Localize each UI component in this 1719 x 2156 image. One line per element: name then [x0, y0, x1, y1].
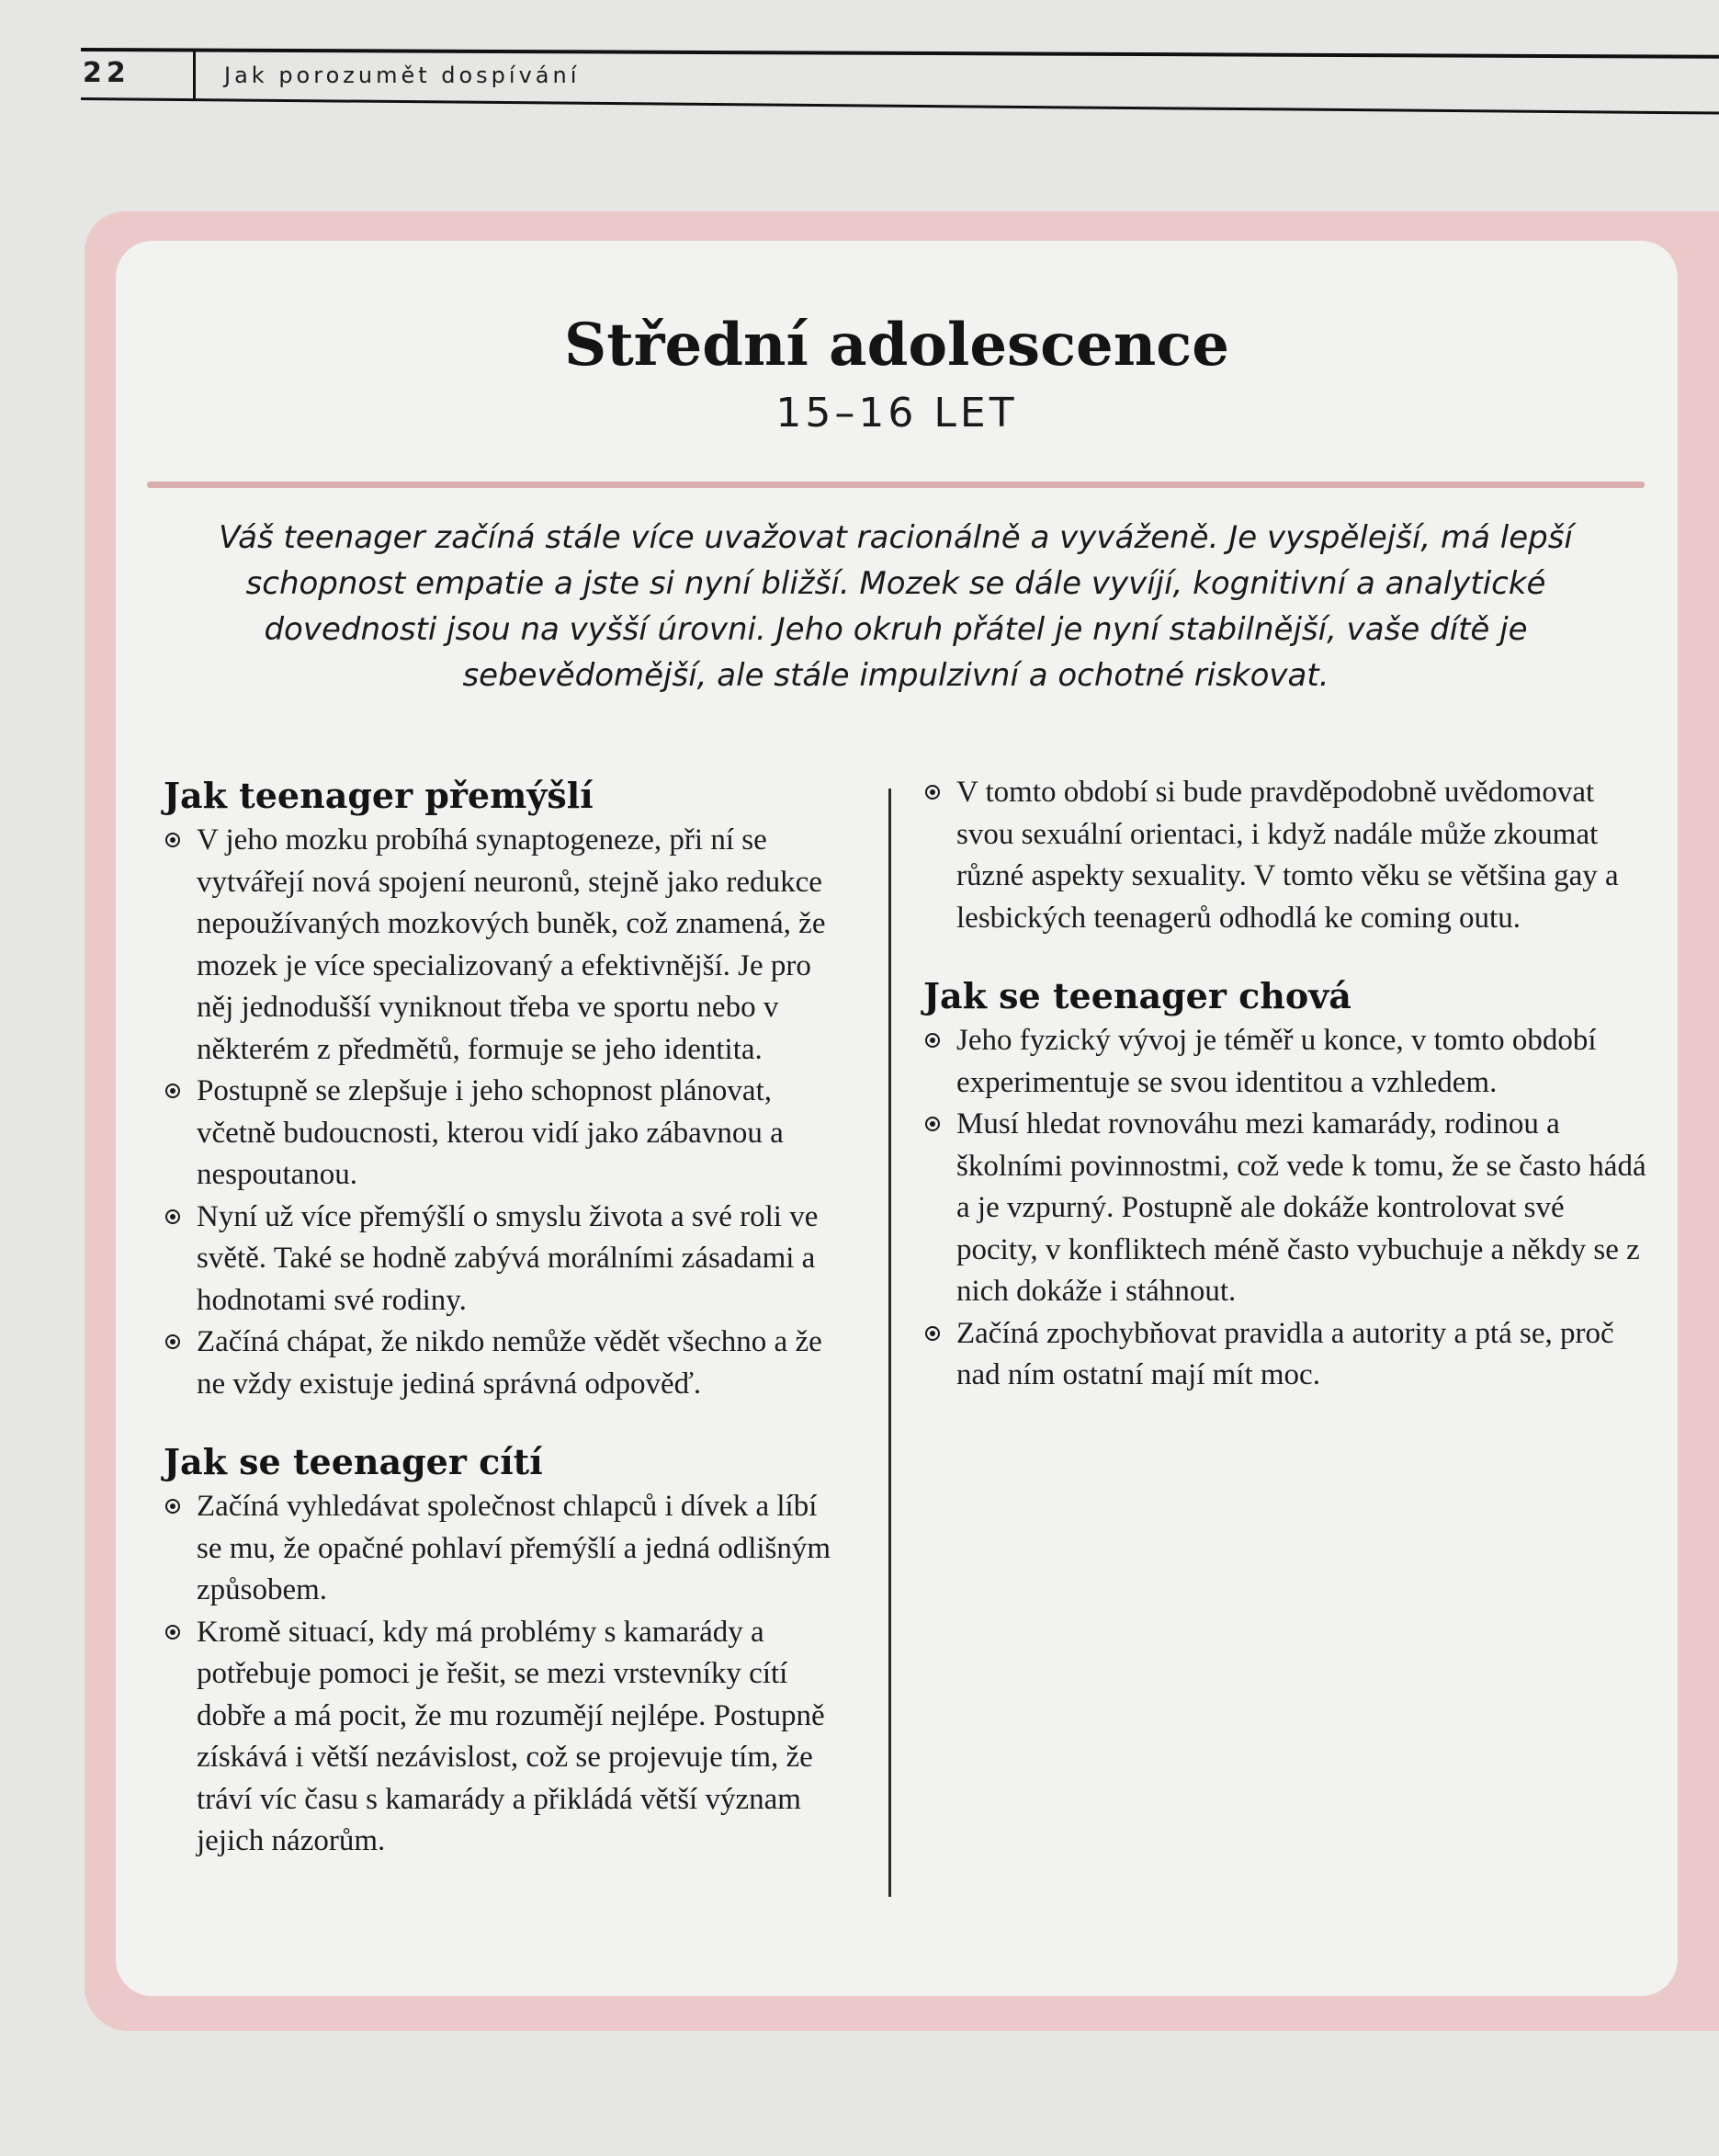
list-item-text: Kromě situací, kdy má problémy s kamarády a potřebuje pomoci je řešit, se mezi vrstevníky cítí dobře a má pocit, že mu rozumějí nejlépe. Postupně získává i větší nezávislost, což se projevuje tím, že tráví víc času s kamarády a přikládá větší význam jejich názorům.	[197, 1615, 825, 1857]
thinks-list	[164, 820, 848, 1405]
list-item-text: Začíná chápat, že nikdo nemůže vědět všechno a že ne vždy existuje jediná správná odpověď.	[197, 1325, 822, 1401]
list-item-text: V tomto období si bude pravděpodobně uvědomovat svou sexuální orientaci, i když nadále může zkoumat různé aspekty sexuality. V tomto věku se většina gay a lesbických teenagerů odhodlá ke coming outu.	[956, 776, 1619, 935]
list-item	[164, 1071, 848, 1197]
bullet-icon	[165, 833, 180, 847]
list-item	[923, 772, 1649, 939]
bullet-icon	[165, 1334, 180, 1349]
list-item	[923, 1020, 1649, 1104]
list-item	[923, 1313, 1649, 1397]
list-item-text: Nyní už více přemýšlí o smyslu života a své roli ve světě. Také se hodně zabývá morálními zásadami a hodnotami své rodiny.	[197, 1199, 819, 1317]
bullet-icon	[165, 1209, 180, 1224]
page-header	[0, 0, 1719, 119]
section-heading-thinks: Jak teenager přemýšlí	[164, 775, 594, 816]
list-item-text: Jeho fyzický vývoj je téměř u konce, v tomto období experimentuje se svou identitou a vzhledem.	[956, 1024, 1597, 1099]
age-range: 15–16 LET	[775, 390, 1018, 437]
chapter-title: Jak porozumět dospívání	[224, 62, 581, 88]
page-title: Střední adolescence	[564, 311, 1229, 380]
page-number: 22	[83, 57, 130, 89]
spacer	[164, 1405, 848, 1438]
list-item	[164, 1612, 848, 1863]
list-item-text: Začíná zpochybňovat pravidla a autority a ptá se, proč nad ním ostatní mají mít moc.	[956, 1316, 1614, 1391]
list-item-text: Musí hledat rovnováhu mezi kamarády, rodinou a školními povinnostmi, což vede k tomu, že se často hádá a je vzpurný. Postupně ale dokáže kontrolovat své pocity, v konfliktech méně často vybuchuje a někdy se z nich dokáže i stáhnout.	[956, 1107, 1646, 1308]
list-item-text: V jeho mozku probíhá synaptogeneze, při ní se vytvářejí nová spojení neuronů, stejně jako redukce nepoužívaných mozkových buněk, což znamená, že mozek je více specializovaný a efektivnější. Je pro něj jednodušší vyniknout třeba ve sportu nebo v některém z předmětů, formuje se jeho identita.	[197, 823, 826, 1066]
bullet-icon	[165, 1625, 180, 1640]
bullet-icon	[925, 1033, 940, 1048]
bullet-icon	[925, 1326, 940, 1341]
header-top-rule	[81, 48, 1719, 59]
list-item	[164, 1197, 848, 1322]
bullet-icon	[165, 1084, 180, 1098]
list-item-text: Začíná vyhledávat společnost chlapců i dívek a líbí se mu, že opačné pohlaví přemýšlí a jedná odlišným způsobem.	[197, 1490, 831, 1606]
title-divider	[147, 482, 1645, 488]
list-item	[923, 1104, 1649, 1313]
bullet-icon	[165, 1499, 180, 1514]
column-separator	[888, 789, 891, 1897]
continued-list	[923, 772, 1649, 939]
behaves-list	[923, 1020, 1649, 1397]
list-item	[164, 820, 848, 1071]
list-item	[164, 1322, 848, 1405]
section-heading-behaves: Jak se teenager chová	[923, 975, 1351, 1016]
bullet-icon	[925, 785, 940, 800]
spacer	[923, 939, 1649, 972]
left-column	[164, 772, 848, 1863]
section-heading-feels: Jak se teenager cítí	[164, 1441, 543, 1482]
list-item	[164, 1486, 848, 1612]
feels-list	[164, 1486, 848, 1863]
right-column	[923, 772, 1649, 1397]
header-bottom-rule	[81, 97, 1719, 115]
intro-paragraph: Váš teenager začíná stále více uvažovat racionálně a vyváženě. Je vyspělejší, má lepší schopnost empatie a jste si nyní bližší. Mozek se dále vyvíjí, kognitivní a analytické dovednosti jsou na vyšší úrovni. Jeho okruh přátel je nyní stabilnější, vaše dítě je sebevědomější, ale stále impulzivní a ochotné riskovat.	[219, 519, 1573, 694]
header-divider	[193, 51, 196, 99]
list-item-text: Postupně se zlepšuje i jeho schopnost plánovat, včetně budoucnosti, kterou vidí jako zábavnou a nespoutanou.	[197, 1074, 784, 1191]
bullet-icon	[925, 1117, 940, 1131]
